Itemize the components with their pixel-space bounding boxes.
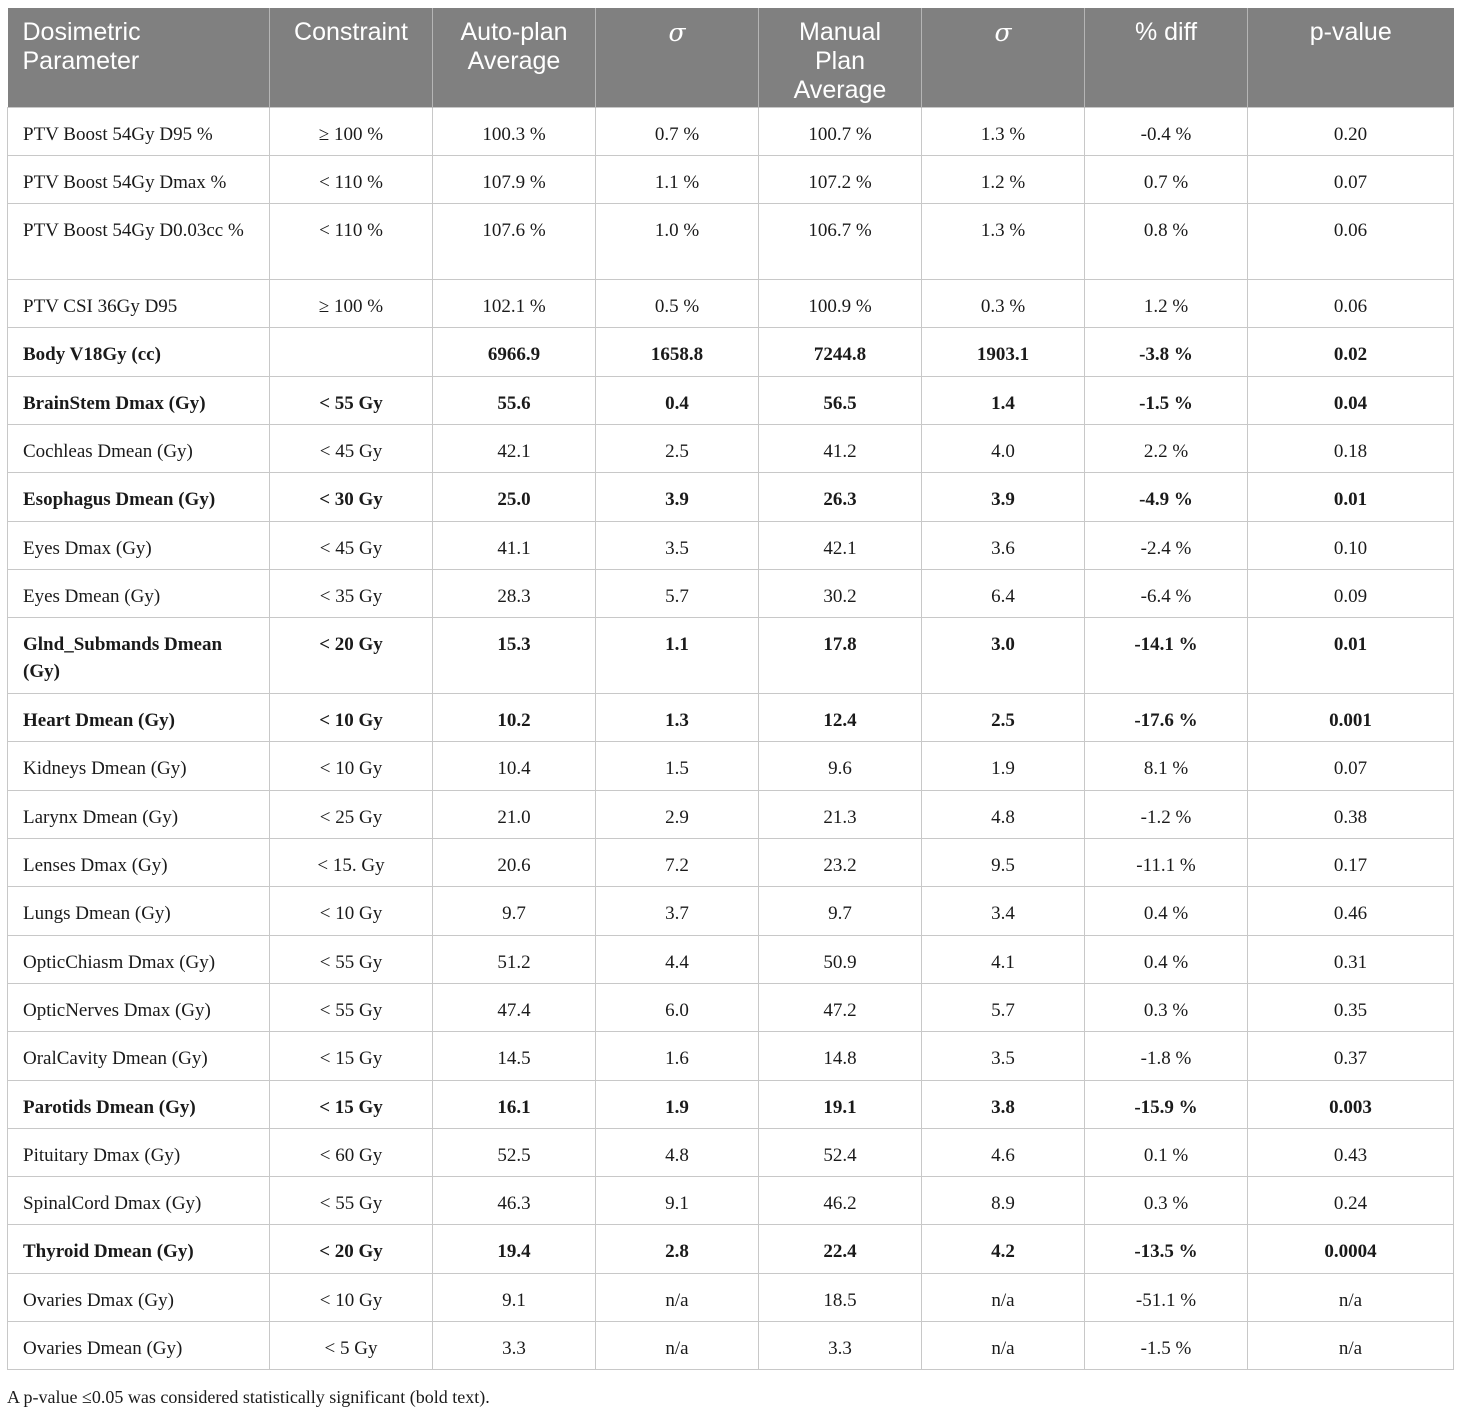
cell-p-value: 0.37 [1248, 1032, 1454, 1080]
table-row [8, 107, 1454, 155]
cell-manual-sigma: 4.2 [922, 1225, 1085, 1273]
cell-p-value: 0.17 [1248, 839, 1454, 887]
cell-manual-average: 17.8 [759, 618, 922, 694]
table-row [8, 694, 1454, 742]
cell-percent-diff: 0.3 % [1085, 983, 1248, 1031]
cell-percent-diff: -0.4 % [1085, 107, 1248, 155]
cell-manual-sigma: 1.3 % [922, 107, 1085, 155]
cell-manual-average: 14.8 [759, 1032, 922, 1080]
cell-manual-average: 52.4 [759, 1128, 922, 1176]
cell-manual-sigma: 3.4 [922, 887, 1085, 935]
table-footnote: A p-value ≤0.05 was considered statistically significant (bold text). [7, 1387, 490, 1407]
table-row [8, 1225, 1454, 1273]
table-row [8, 204, 1454, 280]
cell-p-value: 0.02 [1248, 328, 1454, 376]
cell-parameter: Heart Dmean (Gy) [8, 694, 270, 742]
cell-auto-average: 15.3 [433, 618, 596, 694]
cell-constraint: < 55 Gy [270, 376, 433, 424]
cell-parameter: Lungs Dmean (Gy) [8, 887, 270, 935]
cell-manual-average: 3.3 [759, 1322, 922, 1370]
cell-constraint: < 55 Gy [270, 1177, 433, 1225]
cell-percent-diff: 0.1 % [1085, 1128, 1248, 1176]
table-row [8, 1177, 1454, 1225]
cell-constraint: < 25 Gy [270, 790, 433, 838]
cell-percent-diff: -1.5 % [1085, 1322, 1248, 1370]
cell-manual-average: 42.1 [759, 521, 922, 569]
table-row [8, 1080, 1454, 1128]
cell-manual-sigma: 3.6 [922, 521, 1085, 569]
cell-p-value: 0.20 [1248, 107, 1454, 155]
cell-auto-sigma: 3.9 [596, 473, 759, 521]
cell-auto-average: 46.3 [433, 1177, 596, 1225]
table-row [8, 618, 1454, 694]
cell-manual-sigma: 3.0 [922, 618, 1085, 694]
table-row [8, 569, 1454, 617]
cell-auto-sigma: 1.9 [596, 1080, 759, 1128]
header-constraint: Constraint [270, 8, 433, 107]
cell-auto-sigma: 1658.8 [596, 328, 759, 376]
cell-auto-sigma: 0.5 % [596, 280, 759, 328]
cell-manual-average: 106.7 % [759, 204, 922, 280]
cell-manual-sigma: 0.3 % [922, 280, 1085, 328]
cell-manual-sigma: 1.3 % [922, 204, 1085, 280]
header-row [8, 8, 1454, 107]
cell-parameter: PTV CSI 36Gy D95 [8, 280, 270, 328]
cell-percent-diff: -1.5 % [1085, 376, 1248, 424]
cell-percent-diff: -17.6 % [1085, 694, 1248, 742]
cell-parameter: Eyes Dmean (Gy) [8, 569, 270, 617]
cell-auto-sigma: n/a [596, 1322, 759, 1370]
cell-manual-sigma: 1.2 % [922, 155, 1085, 203]
cell-p-value: 0.01 [1248, 618, 1454, 694]
cell-constraint: < 10 Gy [270, 742, 433, 790]
cell-parameter: Ovaries Dmax (Gy) [8, 1273, 270, 1321]
cell-parameter: OralCavity Dmean (Gy) [8, 1032, 270, 1080]
cell-percent-diff: -14.1 % [1085, 618, 1248, 694]
cell-percent-diff: 0.4 % [1085, 935, 1248, 983]
cell-auto-sigma: 9.1 [596, 1177, 759, 1225]
cell-manual-sigma: 3.8 [922, 1080, 1085, 1128]
cell-percent-diff: 2.2 % [1085, 424, 1248, 472]
cell-constraint: < 15 Gy [270, 1080, 433, 1128]
cell-auto-sigma: 4.4 [596, 935, 759, 983]
cell-auto-sigma: 2.9 [596, 790, 759, 838]
table-row [8, 376, 1454, 424]
cell-p-value: n/a [1248, 1322, 1454, 1370]
table-row [8, 328, 1454, 376]
cell-auto-average: 47.4 [433, 983, 596, 1031]
cell-auto-sigma: 1.3 [596, 694, 759, 742]
cell-manual-average: 12.4 [759, 694, 922, 742]
cell-auto-average: 16.1 [433, 1080, 596, 1128]
cell-parameter: OpticNerves Dmax (Gy) [8, 983, 270, 1031]
cell-auto-average: 28.3 [433, 569, 596, 617]
cell-parameter: PTV Boost 54Gy Dmax % [8, 155, 270, 203]
table-row [8, 1032, 1454, 1080]
table-row [8, 1322, 1454, 1370]
cell-manual-sigma: 3.5 [922, 1032, 1085, 1080]
cell-p-value: 0.0004 [1248, 1225, 1454, 1273]
cell-constraint: ≥ 100 % [270, 107, 433, 155]
cell-p-value: n/a [1248, 1273, 1454, 1321]
cell-auto-average: 20.6 [433, 839, 596, 887]
cell-manual-average: 7244.8 [759, 328, 922, 376]
cell-p-value: 0.003 [1248, 1080, 1454, 1128]
cell-constraint: < 20 Gy [270, 1225, 433, 1273]
cell-p-value: 0.18 [1248, 424, 1454, 472]
table-row [8, 1273, 1454, 1321]
header-p-value: p-value [1248, 8, 1454, 107]
cell-manual-average: 56.5 [759, 376, 922, 424]
cell-constraint: < 35 Gy [270, 569, 433, 617]
cell-parameter: PTV Boost 54Gy D95 % [8, 107, 270, 155]
cell-manual-sigma: 4.6 [922, 1128, 1085, 1176]
cell-constraint: < 45 Gy [270, 521, 433, 569]
cell-parameter: Cochleas Dmean (Gy) [8, 424, 270, 472]
cell-auto-sigma: 2.5 [596, 424, 759, 472]
cell-manual-average: 30.2 [759, 569, 922, 617]
cell-auto-sigma: n/a [596, 1273, 759, 1321]
cell-percent-diff: 0.3 % [1085, 1177, 1248, 1225]
cell-constraint: < 45 Gy [270, 424, 433, 472]
cell-parameter: Eyes Dmax (Gy) [8, 521, 270, 569]
cell-p-value: 0.01 [1248, 473, 1454, 521]
cell-parameter: BrainStem Dmax (Gy) [8, 376, 270, 424]
cell-manual-sigma: 4.0 [922, 424, 1085, 472]
header-manual-plan-average: Manual Plan Average [759, 8, 922, 107]
cell-manual-sigma: 6.4 [922, 569, 1085, 617]
cell-auto-average: 10.2 [433, 694, 596, 742]
table-row [8, 155, 1454, 203]
cell-percent-diff: 0.7 % [1085, 155, 1248, 203]
header-manual-sigma: σ [922, 8, 1085, 107]
cell-manual-average: 46.2 [759, 1177, 922, 1225]
cell-manual-sigma: 8.9 [922, 1177, 1085, 1225]
cell-auto-average: 52.5 [433, 1128, 596, 1176]
cell-manual-sigma: 4.8 [922, 790, 1085, 838]
cell-auto-sigma: 6.0 [596, 983, 759, 1031]
cell-auto-average: 6966.9 [433, 328, 596, 376]
header-percent-diff: % diff [1085, 8, 1248, 107]
cell-parameter: Ovaries Dmean (Gy) [8, 1322, 270, 1370]
cell-auto-average: 100.3 % [433, 107, 596, 155]
cell-manual-average: 21.3 [759, 790, 922, 838]
cell-p-value: 0.35 [1248, 983, 1454, 1031]
cell-parameter: Glnd_Submands Dmean (Gy) [8, 618, 270, 694]
cell-manual-average: 18.5 [759, 1273, 922, 1321]
cell-constraint: < 55 Gy [270, 983, 433, 1031]
cell-auto-sigma: 0.7 % [596, 107, 759, 155]
table-row [8, 742, 1454, 790]
cell-auto-average: 42.1 [433, 424, 596, 472]
cell-auto-sigma: 0.4 [596, 376, 759, 424]
cell-p-value: 0.31 [1248, 935, 1454, 983]
cell-constraint: < 10 Gy [270, 694, 433, 742]
cell-constraint [270, 328, 433, 376]
cell-auto-average: 3.3 [433, 1322, 596, 1370]
cell-constraint: < 15. Gy [270, 839, 433, 887]
cell-p-value: 0.09 [1248, 569, 1454, 617]
cell-constraint: < 30 Gy [270, 473, 433, 521]
table-row [8, 424, 1454, 472]
cell-manual-average: 100.7 % [759, 107, 922, 155]
cell-p-value: 0.43 [1248, 1128, 1454, 1176]
cell-p-value: 0.10 [1248, 521, 1454, 569]
cell-constraint: < 5 Gy [270, 1322, 433, 1370]
cell-percent-diff: -13.5 % [1085, 1225, 1248, 1273]
table-row [8, 280, 1454, 328]
header-dosimetric-parameter: Dosimetric Parameter [8, 8, 270, 107]
cell-parameter: Thyroid Dmean (Gy) [8, 1225, 270, 1273]
cell-auto-average: 9.7 [433, 887, 596, 935]
cell-auto-average: 107.6 % [433, 204, 596, 280]
table-row [8, 790, 1454, 838]
cell-auto-sigma: 1.1 % [596, 155, 759, 203]
cell-manual-sigma: 3.9 [922, 473, 1085, 521]
cell-auto-average: 102.1 % [433, 280, 596, 328]
cell-auto-sigma: 1.5 [596, 742, 759, 790]
cell-manual-average: 107.2 % [759, 155, 922, 203]
cell-auto-average: 25.0 [433, 473, 596, 521]
cell-auto-sigma: 5.7 [596, 569, 759, 617]
cell-constraint: < 60 Gy [270, 1128, 433, 1176]
cell-auto-average: 10.4 [433, 742, 596, 790]
cell-manual-average: 22.4 [759, 1225, 922, 1273]
header-auto-plan-average: Auto-plan Average [433, 8, 596, 107]
cell-manual-average: 50.9 [759, 935, 922, 983]
cell-manual-sigma: 1903.1 [922, 328, 1085, 376]
cell-auto-average: 55.6 [433, 376, 596, 424]
cell-manual-average: 47.2 [759, 983, 922, 1031]
cell-p-value: 0.06 [1248, 280, 1454, 328]
cell-auto-sigma: 3.5 [596, 521, 759, 569]
cell-manual-average: 19.1 [759, 1080, 922, 1128]
cell-percent-diff: -2.4 % [1085, 521, 1248, 569]
cell-auto-sigma: 3.7 [596, 887, 759, 935]
cell-percent-diff: 0.8 % [1085, 204, 1248, 280]
cell-auto-average: 14.5 [433, 1032, 596, 1080]
cell-manual-sigma: 5.7 [922, 983, 1085, 1031]
cell-parameter: Larynx Dmean (Gy) [8, 790, 270, 838]
cell-manual-average: 26.3 [759, 473, 922, 521]
cell-constraint: < 10 Gy [270, 887, 433, 935]
cell-percent-diff: 1.2 % [1085, 280, 1248, 328]
cell-auto-average: 19.4 [433, 1225, 596, 1273]
dosimetric-table-container [7, 8, 1453, 1370]
cell-constraint: ≥ 100 % [270, 280, 433, 328]
cell-auto-average: 21.0 [433, 790, 596, 838]
cell-percent-diff: -11.1 % [1085, 839, 1248, 887]
cell-percent-diff: -3.8 % [1085, 328, 1248, 376]
cell-manual-average: 9.7 [759, 887, 922, 935]
cell-manual-sigma: 9.5 [922, 839, 1085, 887]
cell-p-value: 0.04 [1248, 376, 1454, 424]
cell-manual-sigma: n/a [922, 1273, 1085, 1321]
cell-p-value: 0.001 [1248, 694, 1454, 742]
cell-manual-average: 100.9 % [759, 280, 922, 328]
cell-p-value: 0.46 [1248, 887, 1454, 935]
dosimetric-table [7, 8, 1454, 1370]
table-body [8, 107, 1454, 1370]
cell-auto-sigma: 4.8 [596, 1128, 759, 1176]
cell-parameter: Lenses Dmax (Gy) [8, 839, 270, 887]
cell-parameter: Body V18Gy (cc) [8, 328, 270, 376]
table-row [8, 935, 1454, 983]
cell-manual-average: 23.2 [759, 839, 922, 887]
table-header [8, 8, 1454, 107]
cell-auto-average: 107.9 % [433, 155, 596, 203]
cell-parameter: PTV Boost 54Gy D0.03cc % [8, 204, 270, 280]
cell-auto-sigma: 7.2 [596, 839, 759, 887]
cell-manual-average: 9.6 [759, 742, 922, 790]
cell-constraint: < 15 Gy [270, 1032, 433, 1080]
header-auto-sigma: σ [596, 8, 759, 107]
table-row [8, 521, 1454, 569]
cell-percent-diff: 8.1 % [1085, 742, 1248, 790]
cell-auto-average: 51.2 [433, 935, 596, 983]
cell-auto-average: 9.1 [433, 1273, 596, 1321]
cell-parameter: OpticChiasm Dmax (Gy) [8, 935, 270, 983]
cell-percent-diff: -51.1 % [1085, 1273, 1248, 1321]
cell-auto-sigma: 1.6 [596, 1032, 759, 1080]
cell-p-value: 0.06 [1248, 204, 1454, 280]
cell-manual-sigma: 2.5 [922, 694, 1085, 742]
cell-constraint: < 10 Gy [270, 1273, 433, 1321]
cell-percent-diff: -15.9 % [1085, 1080, 1248, 1128]
cell-manual-sigma: 1.4 [922, 376, 1085, 424]
cell-parameter: Kidneys Dmean (Gy) [8, 742, 270, 790]
cell-constraint: < 55 Gy [270, 935, 433, 983]
cell-percent-diff: -6.4 % [1085, 569, 1248, 617]
table-row [8, 887, 1454, 935]
table-row [8, 839, 1454, 887]
cell-p-value: 0.38 [1248, 790, 1454, 838]
cell-manual-sigma: 4.1 [922, 935, 1085, 983]
cell-percent-diff: -4.9 % [1085, 473, 1248, 521]
cell-manual-average: 41.2 [759, 424, 922, 472]
cell-manual-sigma: n/a [922, 1322, 1085, 1370]
cell-constraint: < 110 % [270, 155, 433, 203]
cell-parameter: Esophagus Dmean (Gy) [8, 473, 270, 521]
cell-parameter: SpinalCord Dmax (Gy) [8, 1177, 270, 1225]
cell-constraint: < 20 Gy [270, 618, 433, 694]
table-row [8, 983, 1454, 1031]
cell-auto-average: 41.1 [433, 521, 596, 569]
cell-auto-sigma: 2.8 [596, 1225, 759, 1273]
cell-p-value: 0.07 [1248, 742, 1454, 790]
cell-parameter: Parotids Dmean (Gy) [8, 1080, 270, 1128]
cell-auto-sigma: 1.1 [596, 618, 759, 694]
cell-manual-sigma: 1.9 [922, 742, 1085, 790]
cell-percent-diff: -1.8 % [1085, 1032, 1248, 1080]
cell-percent-diff: -1.2 % [1085, 790, 1248, 838]
cell-percent-diff: 0.4 % [1085, 887, 1248, 935]
cell-parameter: Pituitary Dmax (Gy) [8, 1128, 270, 1176]
table-row [8, 1128, 1454, 1176]
cell-auto-sigma: 1.0 % [596, 204, 759, 280]
cell-constraint: < 110 % [270, 204, 433, 280]
table-row [8, 473, 1454, 521]
cell-p-value: 0.24 [1248, 1177, 1454, 1225]
cell-p-value: 0.07 [1248, 155, 1454, 203]
